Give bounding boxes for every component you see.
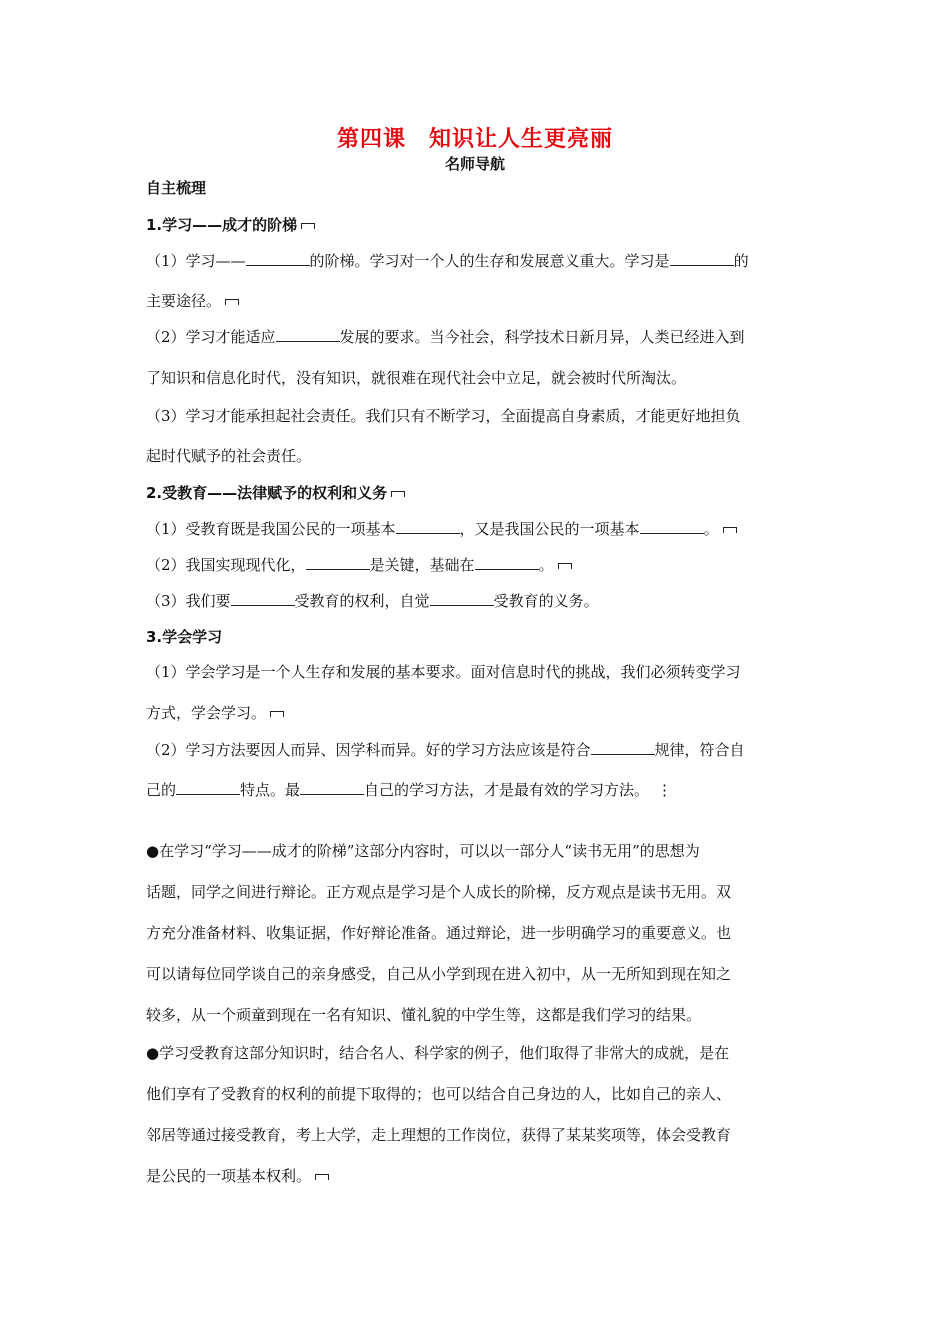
bullet-line: 他们享有了受教育的权利的前提下取得的；也可以结合自己身边的人，比如自己的亲人、 <box>146 1085 732 1103</box>
paragraph-1-1: （1）学习—— 的阶梯。学习对一个人的生存和发展意义重大。学习是 的 <box>146 252 749 270</box>
bullet-line: ●学习受教育这部分知识时，结合名人、科学家的例子，他们取得了非常大的成就，是在 <box>146 1044 730 1062</box>
fill-blank <box>231 593 295 606</box>
paragraph-3-1-cont: 方式，学会学习。 <box>146 702 284 723</box>
heading-1: 1.学习——成才的阶梯 <box>146 214 315 235</box>
ellipsis-mark: ⋮ <box>657 781 673 799</box>
heading-2: 2.受教育——法律赋予的权利和义务 <box>146 482 405 503</box>
fill-blank <box>276 329 340 342</box>
fill-blank <box>475 557 539 570</box>
heading-3: 3.学会学习 <box>146 628 223 646</box>
bullet-line: 话题，同学之间进行辩论。正方观点是学习是个人成长的阶梯，反方观点是读书无用。双 <box>146 883 732 901</box>
edit-mark-icon <box>270 711 284 717</box>
paragraph-1-3: （3）学习才能承担起社会责任。我们只有不断学习，全面提高自身素质，才能更好地担负 <box>146 407 741 425</box>
fill-blank <box>430 593 494 606</box>
edit-mark-icon <box>723 527 737 533</box>
lesson-subtitle: 名师导航 <box>444 155 505 173</box>
lesson-title: 第四课 知识让人生更亮丽 <box>336 127 613 152</box>
bullet-line: 较多，从一个顽童到现在一名有知识、懂礼貌的中学生等，这都是我们学习的结果。 <box>146 1006 702 1024</box>
paragraph-1-3-cont: 起时代赋予的社会责任。 <box>146 447 312 465</box>
edit-mark-icon <box>301 223 315 229</box>
paragraph-2-2: （2）我国实现现代化， 是关键，基础在 。 <box>146 554 572 575</box>
bullet-line: 方充分准备材料、收集证据，作好辩论准备。通过辩论，进一步明确学习的重要意义。也 <box>146 924 732 942</box>
bullet-line: 邻居等通过接受教育，考上大学，走上理想的工作岗位，获得了某某奖项等，体会受教育 <box>146 1126 732 1144</box>
fill-blank <box>591 742 655 755</box>
fill-blank <box>396 521 460 534</box>
fill-blank <box>640 521 704 534</box>
edit-mark-icon <box>315 1174 329 1180</box>
fill-blank <box>300 782 364 795</box>
bullet-line: ●在学习“学习——成才的阶梯”这部分内容时，可以以一部分人“读书无用”的思想为 <box>146 842 700 860</box>
fill-blank <box>670 253 734 266</box>
fill-blank <box>176 782 240 795</box>
paragraph-1-2: （2）学习才能适应 发展的要求。当今社会，科学技术日新月异，人类已经进入到 <box>146 328 745 346</box>
paragraph-2-3: （3）我们要 受教育的权利，自觉 受教育的义务。 <box>146 592 599 610</box>
bullet-line: 是公民的一项基本权利。 <box>146 1165 329 1186</box>
edit-mark-icon <box>225 299 239 305</box>
fill-blank <box>246 253 310 266</box>
paragraph-1-1-cont: 主要途径。 <box>146 290 239 311</box>
paragraph-3-1: （1）学会学习是一个人生存和发展的基本要求。面对信息时代的挑战，我们必须转变学习 <box>146 663 741 681</box>
paragraph-3-2-cont: 己的 特点。最 自己的学习方法，才是最有效的学习方法。 ⋮ <box>146 781 673 799</box>
paragraph-3-2: （2）学习方法要因人而异、因学科而异。好的学习方法应该是符合 规律，符合自 <box>146 741 745 759</box>
paragraph-2-1: （1）受教育既是我国公民的一项基本 ，又是我国公民的一项基本 。 <box>146 518 737 539</box>
edit-mark-icon <box>558 563 572 569</box>
edit-mark-icon <box>391 491 405 497</box>
paragraph-1-2-cont: 了知识和信息化时代，没有知识，就很难在现代社会中立足，就会被时代所淘汰。 <box>146 369 687 387</box>
fill-blank <box>306 557 370 570</box>
bullet-line: 可以请每位同学谈自己的亲身感受，自己从小学到现在进入初中，从一无所知到现在知之 <box>146 965 732 983</box>
section-heading: 自主梳理 <box>146 179 207 197</box>
